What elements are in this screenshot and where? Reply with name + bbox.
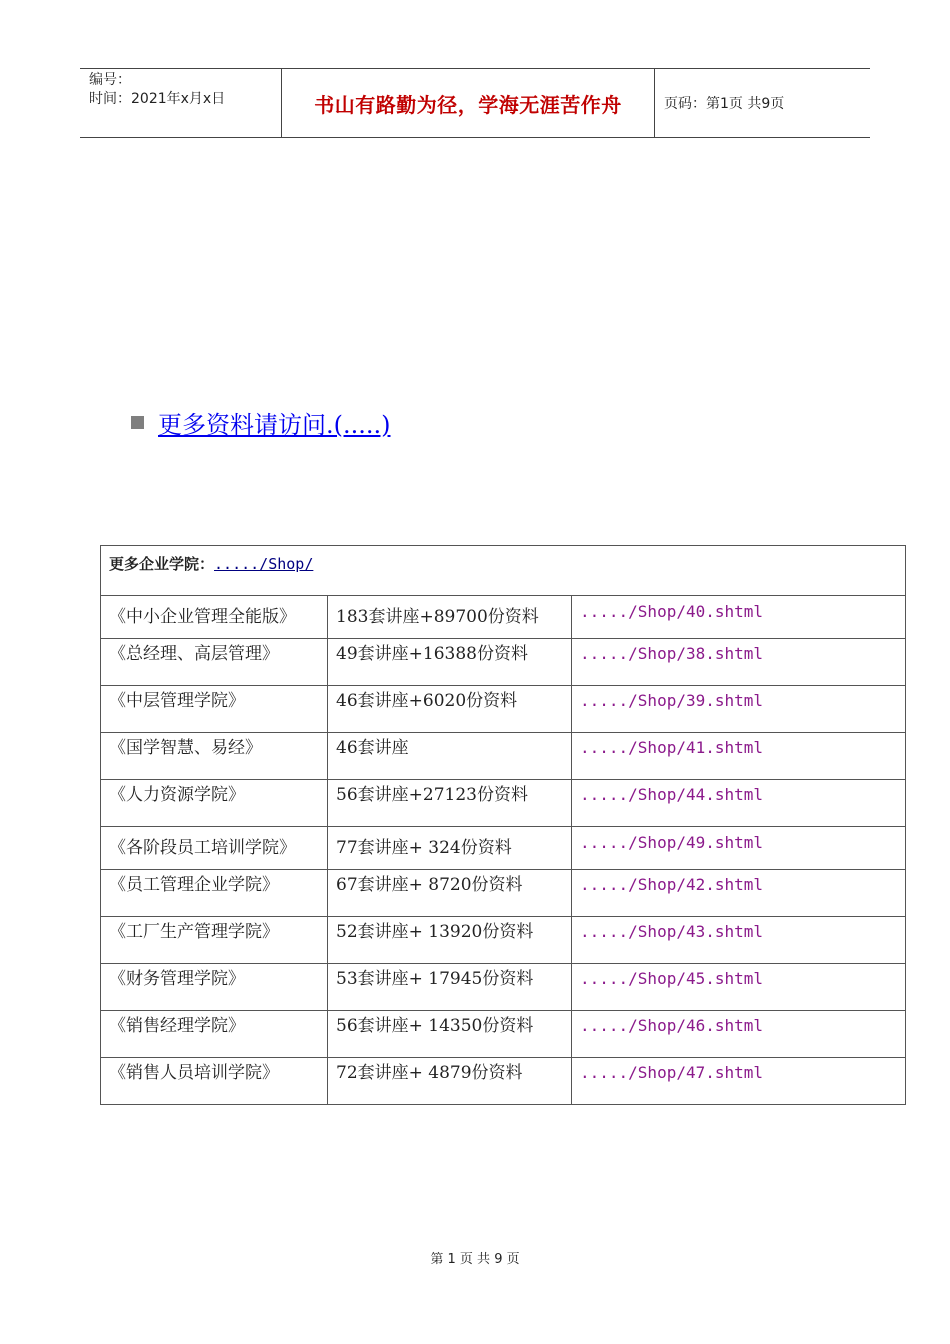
academy-url[interactable]: ...../Shop/49.shtml bbox=[572, 827, 906, 870]
academy-url[interactable]: ...../Shop/46.shtml bbox=[572, 1011, 906, 1058]
academy-name: 《财务管理学院》 bbox=[101, 964, 328, 1011]
table-heading-row bbox=[101, 546, 906, 596]
table-row bbox=[101, 827, 906, 870]
page-header bbox=[80, 68, 870, 138]
academy-url[interactable]: ...../Shop/47.shtml bbox=[572, 1058, 906, 1105]
academy-name: 《中小企业管理全能版》 bbox=[101, 596, 328, 639]
square-bullet-icon bbox=[131, 416, 144, 429]
academy-name: 《销售经理学院》 bbox=[101, 1011, 328, 1058]
academy-url[interactable]: ...../Shop/41.shtml bbox=[572, 733, 906, 780]
page-footer: 第 1 页 共 9 页 bbox=[430, 1252, 520, 1267]
document-date: 时间：2021年x月x日 bbox=[89, 91, 226, 107]
table-row bbox=[101, 964, 906, 1011]
academy-name: 《员工管理企业学院》 bbox=[101, 870, 328, 917]
header-page-cell bbox=[655, 69, 870, 137]
table-row bbox=[101, 1011, 906, 1058]
academy-description: 77套讲座+ 324份资料 bbox=[328, 827, 572, 870]
academy-name: 《销售人员培训学院》 bbox=[101, 1058, 328, 1105]
academy-url[interactable]: ...../Shop/43.shtml bbox=[572, 917, 906, 964]
more-resources-line bbox=[131, 405, 391, 440]
academy-url[interactable]: ...../Shop/39.shtml bbox=[572, 686, 906, 733]
academy-description: 53套讲座+ 17945份资料 bbox=[328, 964, 572, 1011]
more-resources-link[interactable]: 更多资料请访问.(.....) bbox=[158, 411, 391, 439]
academy-description: 46套讲座+6020份资料 bbox=[328, 686, 572, 733]
header-motto-cell bbox=[282, 69, 655, 137]
academy-url[interactable]: ...../Shop/38.shtml bbox=[572, 639, 906, 686]
academy-description: 72套讲座+ 4879份资料 bbox=[328, 1058, 572, 1105]
table-row bbox=[101, 1058, 906, 1105]
academy-name: 《工厂生产管理学院》 bbox=[101, 917, 328, 964]
academy-description: 183套讲座+89700份资料 bbox=[328, 596, 572, 639]
academy-name: 《各阶段员工培训学院》 bbox=[101, 827, 328, 870]
academy-url[interactable]: ...../Shop/42.shtml bbox=[572, 870, 906, 917]
academy-description: 56套讲座+ 14350份资料 bbox=[328, 1011, 572, 1058]
page-info: 页码：第1页 共9页 bbox=[664, 96, 785, 112]
academy-description: 49套讲座+16388份资料 bbox=[328, 639, 572, 686]
academy-url[interactable]: ...../Shop/45.shtml bbox=[572, 964, 906, 1011]
academy-table bbox=[100, 545, 906, 1105]
academy-name: 《国学智慧、易经》 bbox=[101, 733, 328, 780]
table-heading bbox=[101, 546, 906, 596]
academy-name: 《人力资源学院》 bbox=[101, 780, 328, 827]
academy-description: 67套讲座+ 8720份资料 bbox=[328, 870, 572, 917]
academy-name: 《中层管理学院》 bbox=[101, 686, 328, 733]
academy-description: 56套讲座+27123份资料 bbox=[328, 780, 572, 827]
table-row bbox=[101, 870, 906, 917]
table-row bbox=[101, 596, 906, 639]
table-row bbox=[101, 733, 906, 780]
table-row bbox=[101, 780, 906, 827]
document-number: 编号： bbox=[89, 72, 131, 88]
header-meta-cell bbox=[80, 69, 282, 137]
academy-url[interactable]: ...../Shop/44.shtml bbox=[572, 780, 906, 827]
table-row bbox=[101, 686, 906, 733]
motto: 书山有路勤为径，学海无涯苦作舟 bbox=[314, 92, 622, 117]
table-heading-url[interactable]: ...../Shop/ bbox=[214, 555, 314, 573]
academy-description: 46套讲座 bbox=[328, 733, 572, 780]
academy-url[interactable]: ...../Shop/40.shtml bbox=[572, 596, 906, 639]
academy-name: 《总经理、高层管理》 bbox=[101, 639, 328, 686]
table-row bbox=[101, 917, 906, 964]
table-row bbox=[101, 639, 906, 686]
table-heading-label: 更多企业学院： bbox=[109, 555, 215, 573]
academy-description: 52套讲座+ 13920份资料 bbox=[328, 917, 572, 964]
